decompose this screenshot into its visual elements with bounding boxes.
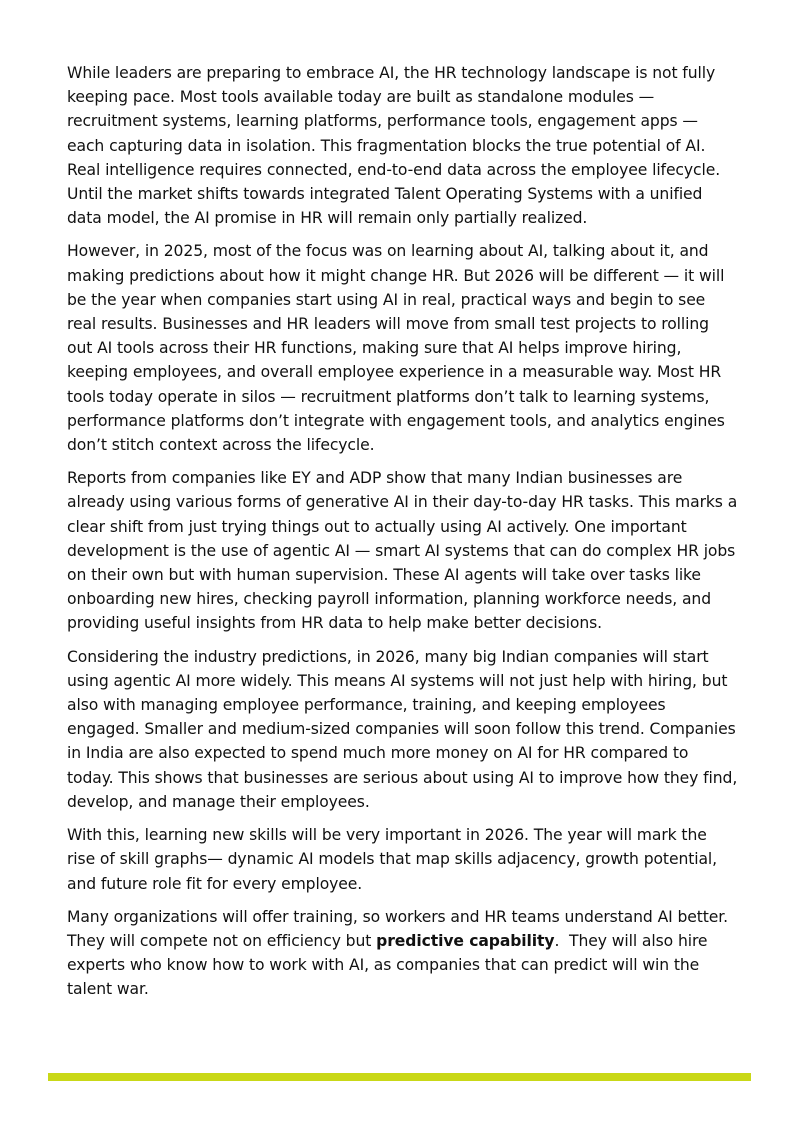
paragraph-agentic-ai-reports: Reports from companies like EY and ADP show that many Indian businesses are already using various forms of generative AI in their day-to-day HR tasks. This marks a clear shift from just trying things out to actually using AI actively. One important development is the use of agentic AI — smart AI systems that can do complex HR jobs on their own but with human supervision. These AI agents will take over tasks like onboarding new hires, checking payroll information, planning workforce needs, and providing useful insights from HR data to help make better decisions. (67, 469, 738, 633)
training-text-start: Many organizations will offer training, so workers and HR teams understand AI better. They will compete not on efficiency but (67, 907, 729, 950)
predictive-capability-emphasis: predictive capability (376, 931, 555, 950)
paragraph-industry-predictions: Considering the industry predictions, in 2026, many big Indian companies will start using agentic AI more widely. This means AI systems will not just help with hiring, but also with managing employee performance, training, and keeping employees engaged. Smaller and medium-sized companies will soon follow this trend. Companies in India are also expected to spend much more money on AI for HR compared to today. This shows that businesses are serious about using AI to improve how they find, develop, and manage their employees. (67, 647, 738, 811)
footer-accent-bar (48, 1073, 751, 1081)
document-body (67, 61, 739, 1011)
training-text-end: . They will also hire experts who know how to work with AI, as companies that can predict will win the talent war. (67, 931, 713, 999)
paragraph-2025-vs-2026: However, in 2025, most of the focus was on learning about AI, talking about it, and making predictions about how it might change HR. But 2026 will be different — it will be the year when companies start using AI in real, practical ways and begin to see real results. Businesses and HR leaders will move from small test projects to rolling out AI tools across their HR functions, making sure that AI helps improve hiring, keeping employees, and overall employee experience in a measurable way. Most HR tools today operate in silos — recruitment platforms don’t talk to learning systems, performance platforms don’t integrate with engagement tools, and analytics engines don’t stitch context across the lifecycle. (67, 242, 725, 455)
paragraph-training (67, 905, 739, 1002)
paragraph-skill-graphs: With this, learning new skills will be very important in 2026. The year will mark the rise of skill graphs— dynamic AI models that map skills adjacency, growth potential, and future role fit for every employee. (67, 826, 718, 893)
paragraph-ai-landscape: While leaders are preparing to embrace AI, the HR technology landscape is not fully keeping pace. Most tools available today are built as standalone modules — recruitment systems, learning platforms, performance tools, engagement apps — each capturing data in isolation. This fragmentation blocks the true potential of AI. Real intelligence requires connected, end-to-end data across the employee lifecycle. Until the market shifts towards integrated Talent Operating Systems with a unified data model, the AI promise in HR will remain only partially realized. (67, 64, 721, 228)
